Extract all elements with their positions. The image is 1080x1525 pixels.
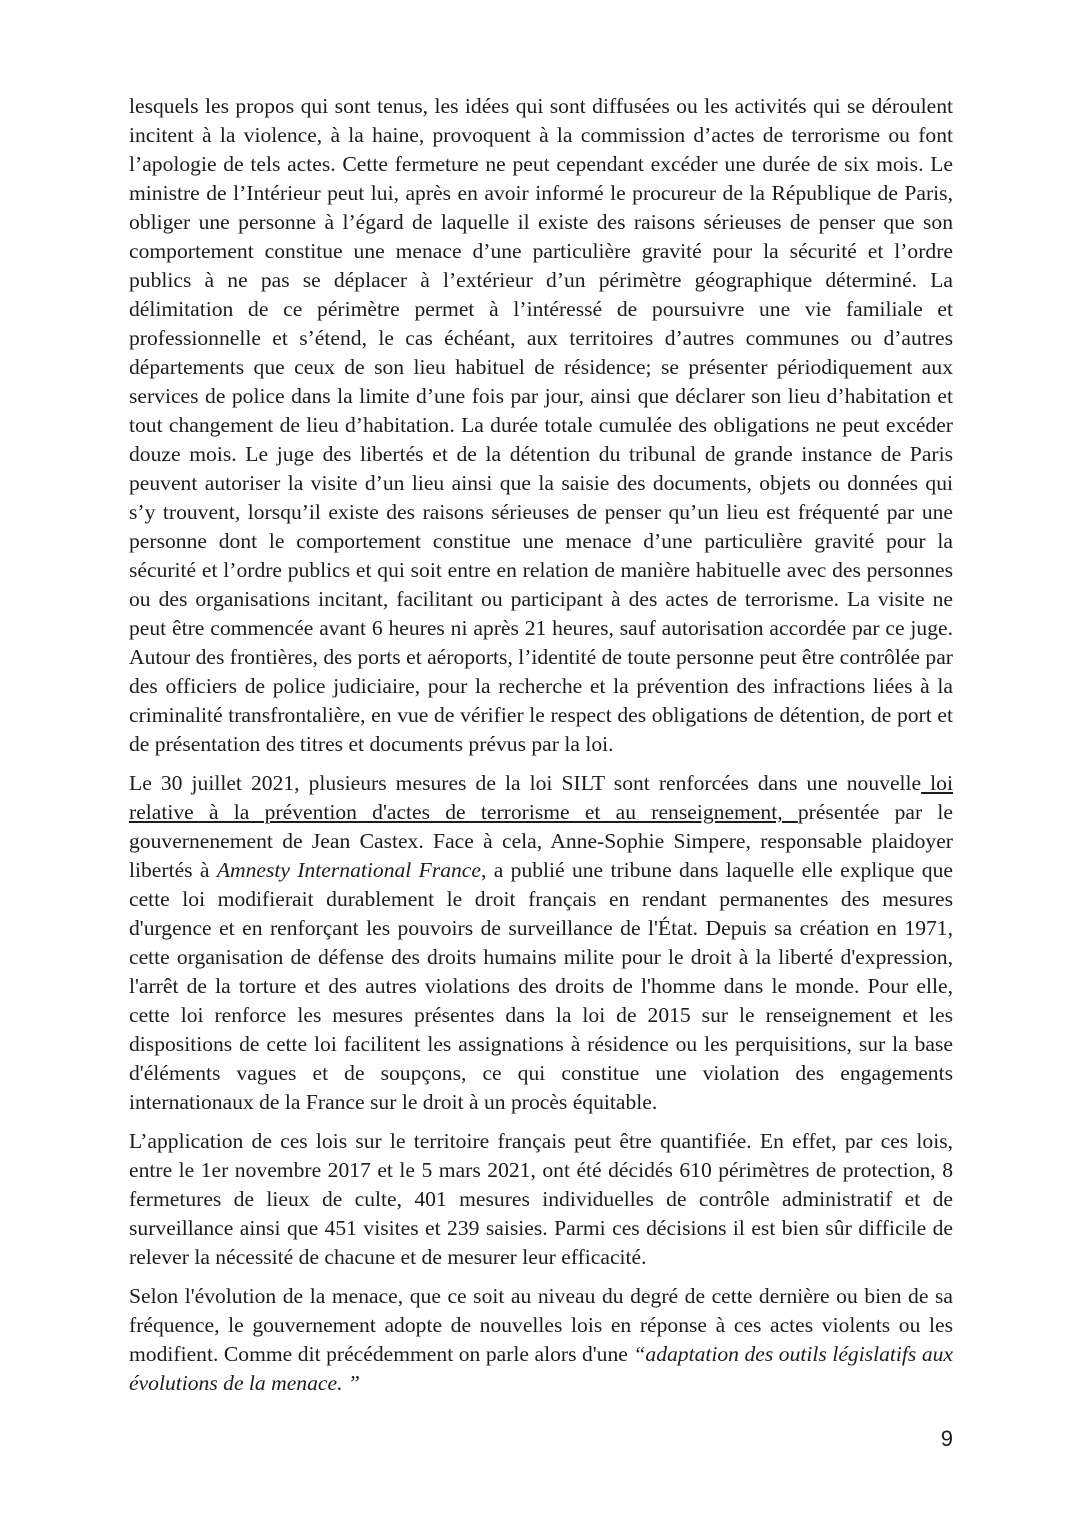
paragraph-loi-2021 [129, 769, 953, 1117]
paragraph-text: Le 30 juillet 2021, plusieurs mesures de la loi SILT sont renforcées dans une nouvelle [129, 771, 922, 795]
paragraph-text: , a publié une tribune dans laquelle elle explique que cette loi modifierait durablement le droit français en rendant permanentes des mesures d'urgence et en renforçant les pouvoirs de surveillance de l'État. Depuis sa création en 1971, cette organisation de défense des droits humains milite pour le droit à la liberté d'expression, l'arrêt de la torture et des autres violations des droits de l'homme dans le monde. Pour elle, cette loi renforce les mesures présentes dans la loi de 2015 sur le renseignement et les dispositions de cette loi facilitent les assignations à résidence ou les perquisitions, sur la base d'éléments vagues et de soupçons, ce qui constitue une violation des engagements internationaux de la France sur le droit à un procès équitable. [129, 858, 953, 1114]
paragraph-silt-obligations [129, 92, 953, 759]
paragraph-evolution-menace [129, 1282, 953, 1398]
paragraph-text: lesquels les propos qui sont tenus, les idées qui sont diffusées ou les activités qui se déroulent incitent à la violence, à la haine, provoquent à la commission d’actes de terrorisme ou font l’apologie de tels actes. Cette fermeture ne peut cependant excéder une durée de six mois. Le ministre de l’Intérieur peut lui, après en avoir informé le procureur de la République de Paris, obliger une personne à l’égard de laquelle il existe des raisons sérieuses de penser que son comportement constitue une menace d’une particulière gravité pour la sécurité et l’ordre publics à ne pas se déplacer à l’extérieur d’un périmètre géographique déterminé. La délimitation de ce périmètre permet à l’intéressé de poursuivre une vie familiale et professionnelle et s’étend, le cas échéant, aux territoires d’autres communes ou d’autres départements que ceux de son lieu habituel de résidence; se présenter périodiquement aux services de police dans la limite d’une fois par jour, ainsi que déclarer son lieu d’habitation et tout changement de lieu d’habitation. La durée totale cumulée des obligations ne peut excéder douze mois. Le juge des libertés et de la détention du tribunal de grande instance de Paris peuvent autoriser la visite d’un lieu ainsi que la saisie des documents, objets ou données qui s’y trouvent, lorsqu’il existe des raisons sérieuses de penser qu’un lieu est fréquenté par une personne dont le comportement constitue une menace d’une particulière gravité pour la sécurité et l’ordre publics et qui soit entre en relation de manière habituelle avec des personnes ou des organisations incitant, facilitant ou participant à des actes de terrorisme. La visite ne peut être commencée avant 6 heures ni après 21 heures, sauf autorisation accordée par ce juge. Autour des frontières, des ports et aéroports, l’identité de toute personne peut être contrôlée par des officiers de police judiciaire, pour la recherche et la prévention des infractions liées à la criminalité transfrontalière, en vue de vérifier le respect des obligations de détention, de port et de présentation des titres et documents prévus par la loi. [129, 94, 953, 756]
page-number: 9 [940, 1426, 953, 1451]
paragraph-application-chiffres [129, 1127, 953, 1272]
quotation-text: “adaptation des outils législatifs aux évolutions de la menace. ” [129, 1342, 953, 1395]
page-body [129, 92, 953, 1408]
paragraph-text: Selon l'évolution de la menace, que ce soit au niveau du degré de cette dernière ou bien de sa fréquence, le gouvernement adopte de nouvelles lois en réponse à ces actes violents ou les modifient. Comme dit précédemment on parle alors d'une [129, 1284, 953, 1366]
paragraph-text: L’application de ces lois sur le territoire français peut être quantifiée. En effet, par ces lois, entre le 1er novembre 2017 et le 5 mars 2021, ont été décidés 610 périmètres de protection, 8 fermetures de lieux de culte, 401 mesures individuelles de contrôle administratif et de surveillance ainsi que 451 visites et 239 saisies. Parmi ces décisions il est bien sûr difficile de relever la nécessité de chacune et de mesurer leur efficacité. [129, 1129, 953, 1269]
paragraph-text: présentée par le gouvernenement de Jean Castex. Face à cela, Anne-Sophie Simpere, responsable plaidoyer libertés à [129, 800, 953, 882]
law-link-text[interactable]: loi relative à la prévention d'actes de terrorisme et au renseignement, [129, 771, 953, 824]
organization-name-text: Amnesty International France [216, 858, 481, 882]
